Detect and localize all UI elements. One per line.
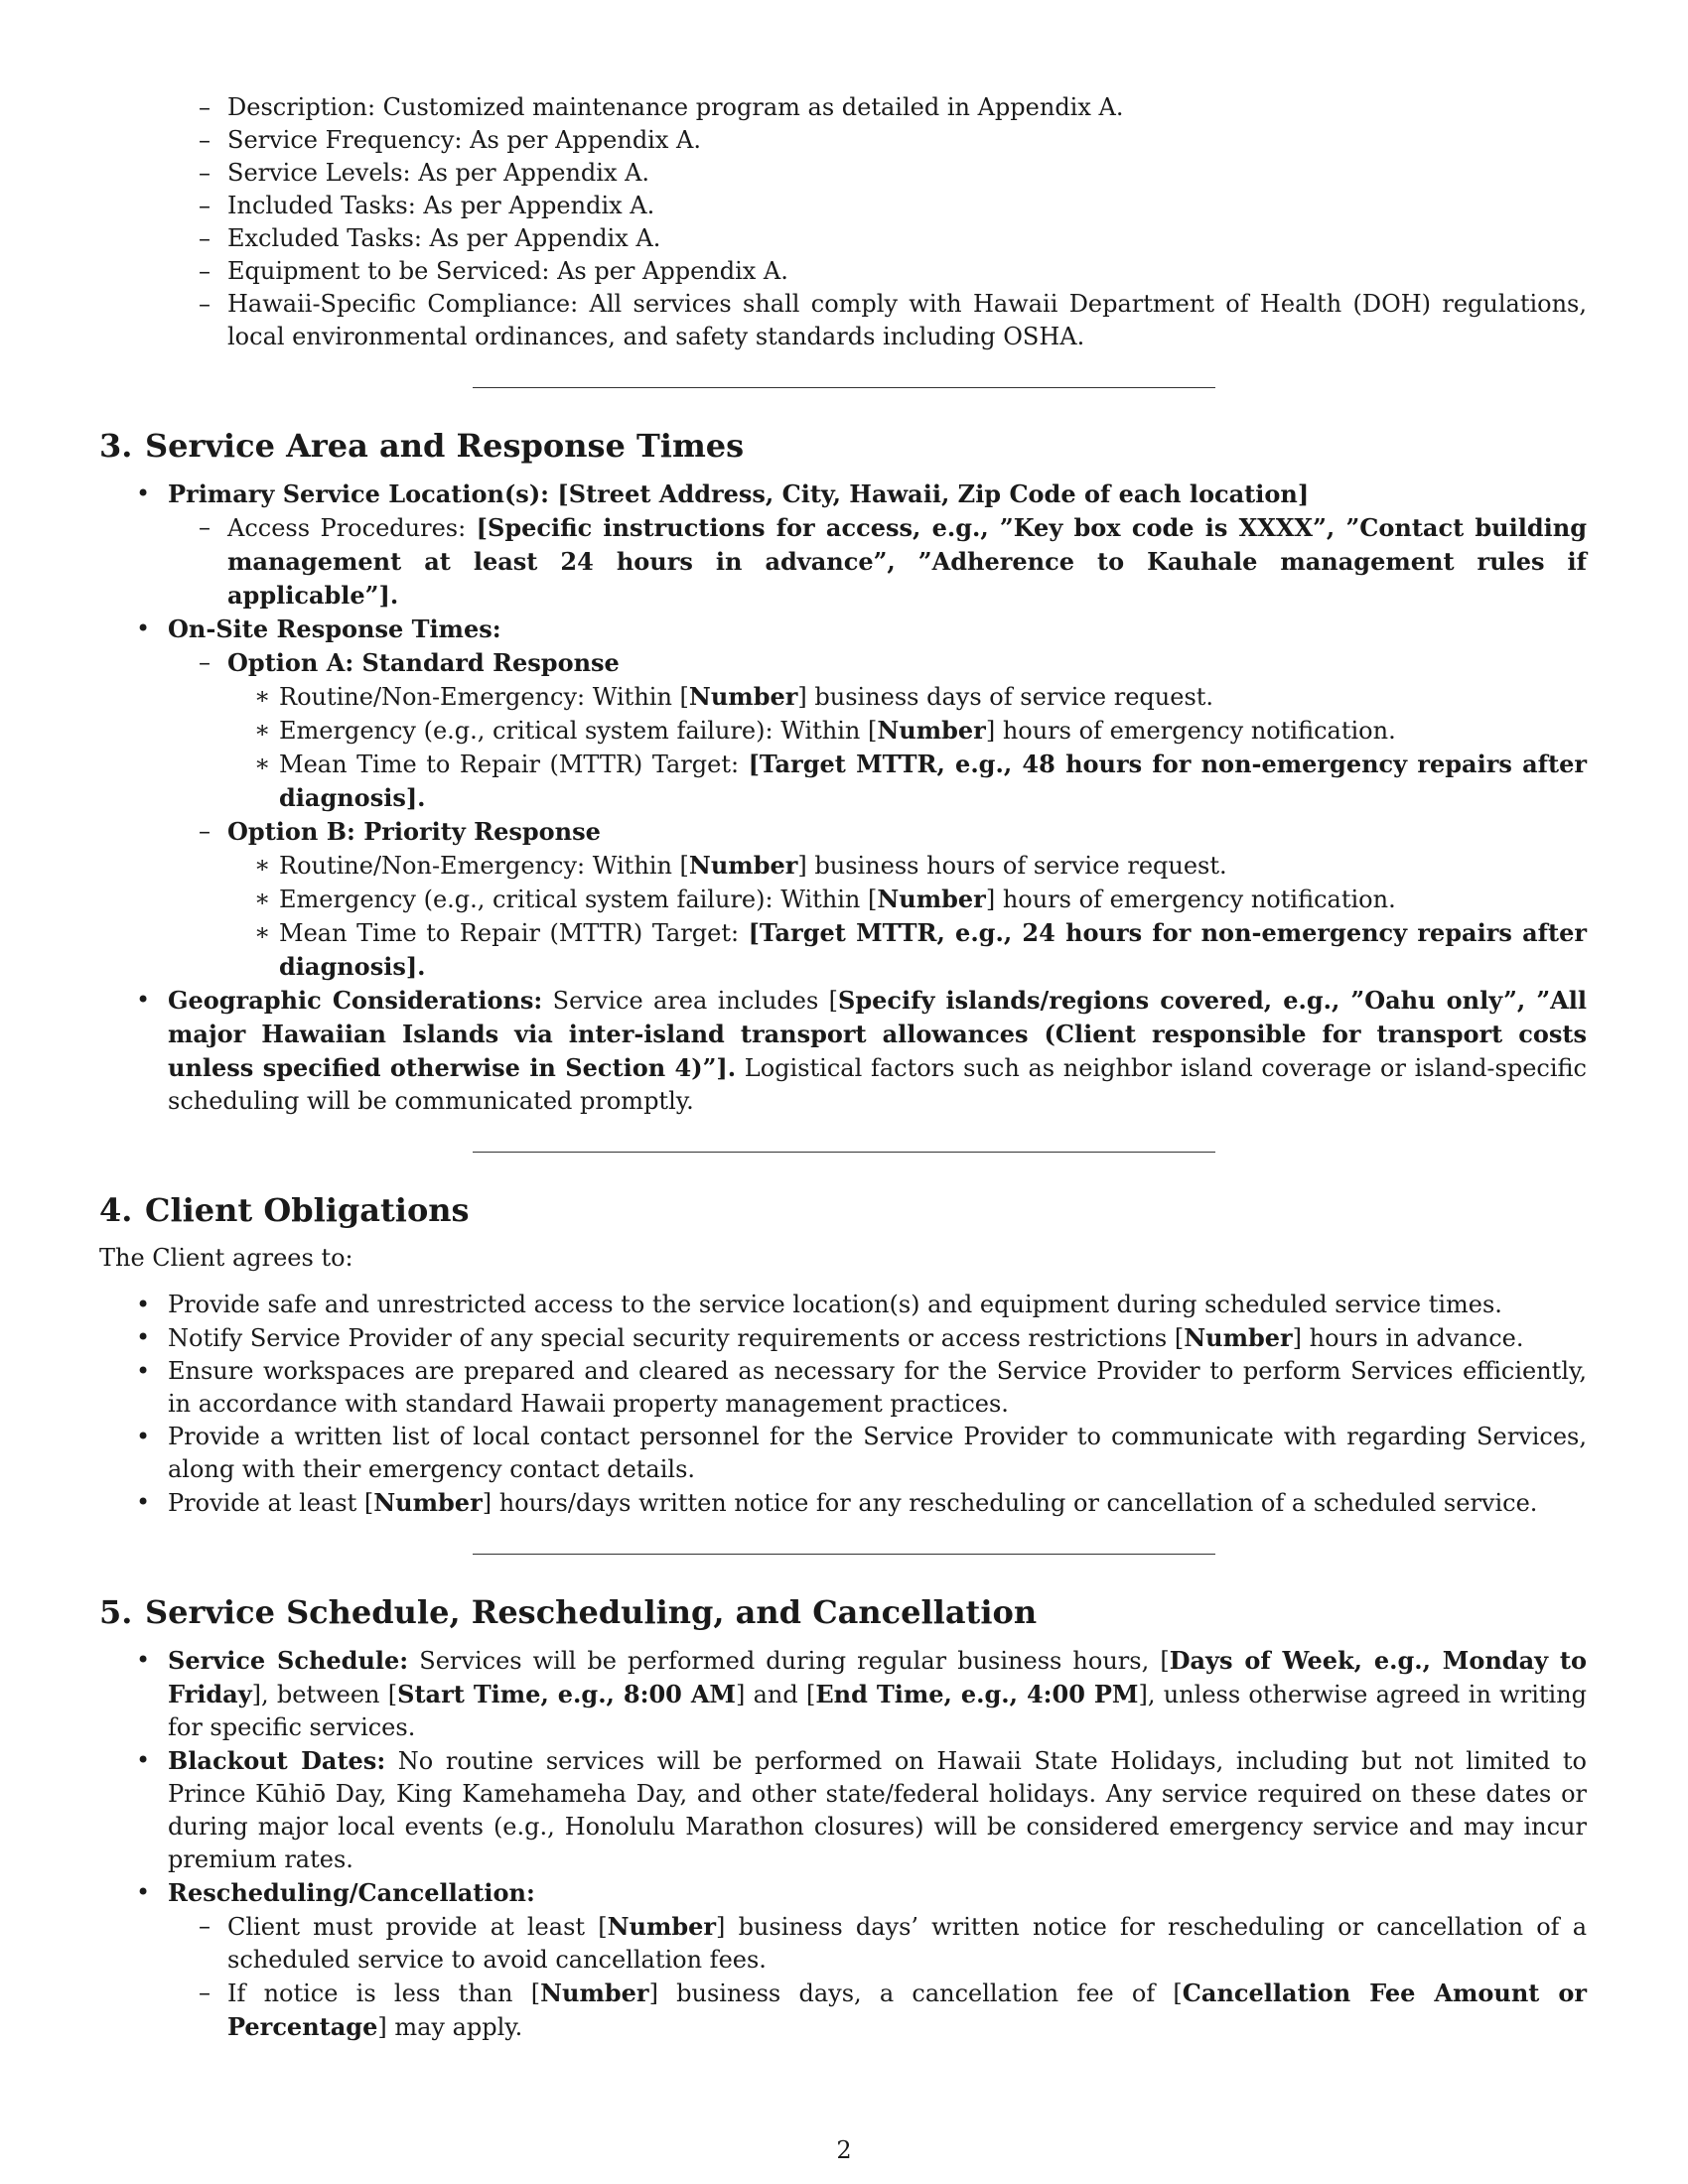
- section-4-intro: The Client agrees to:: [99, 1244, 353, 1272]
- section-5-heading: 5. Service Schedule, Rescheduling, and Cancellation: [99, 1593, 1038, 1631]
- appendix-list: [168, 91, 1587, 353]
- list-item: • Geographic Considerations: Service area includes [Specify islands/regions covered, e.g., ”Oahu only”, ”All major Hawaiian Islands via inter-island transport allowances (Client responsible for transport costs unless specified otherwise in Section 4)”]. Logistical factors such as neighbor island coverage or island-specific scheduling will be communicated promptly.: [99, 984, 1587, 1118]
- section-4-list: [99, 1289, 1587, 1520]
- list-item: – Client must provide at least [Number] business days’ written notice for rescheduling or cancellation of a scheduled service to avoid cancellation fees.: [168, 1910, 1587, 1977]
- section-4-heading: 4. Client Obligations: [99, 1191, 470, 1229]
- list-item: – Service Levels: As per Appendix A.: [168, 157, 1587, 190]
- list-item: • Rescheduling/Cancellation: – Client must provide at least [Number] business days’ written notice for rescheduling or cancellation of a scheduled service to avoid cancellation fees. – If notice is less than [Number] business days, a cancellation fee of [Cancellation Fee Amount or Percentage] may apply.: [99, 1876, 1587, 2044]
- list-item: • On-Site Response Times: – Option A: Standard Response ∗ Routine/Non-Emergency: Within [Number] business days of service request. ∗ Emergency (e.g., critical system failure): Within [Number] hours of emergency notification. ∗ Mean Time to Repair (MTTR) Target: [Target MTTR, e.g., 48 hours for non-emergency repairs after diagnosis]. – Option B: Priority Response ∗ Routine/Non-Emergency: Within [Number] business hours of service request. ∗ Emergency (e.g., critical system failure): Within [Number] hours of emergency notification. ∗ Mean Time to Repair (MTTR) Target: [Target MTTR, e.g., 24 hours for non-emergency repairs after diagnosis].: [99, 613, 1587, 984]
- section-3-heading: 3. Service Area and Response Times: [99, 427, 745, 465]
- list-item: • Provide a written list of local contact personnel for the Service Provider to communicate with regarding Services, along with their emergency contact details.: [99, 1421, 1587, 1486]
- section-5-list: [99, 1644, 1587, 2044]
- list-item: ∗ Mean Time to Repair (MTTR) Target: [Target MTTR, e.g., 48 hours for non-emergency repairs after diagnosis].: [227, 748, 1587, 815]
- list-item: • Notify Service Provider of any special security requirements or access restrictions [Number] hours in advance.: [99, 1321, 1587, 1355]
- list-item: – Hawaii-Specific Compliance: All services shall comply with Hawaii Department of Health (DOH) regulations, local environmental ordinances, and safety standards including OSHA.: [168, 288, 1587, 353]
- section-divider: [473, 387, 1215, 388]
- list-item: ∗ Emergency (e.g., critical system failure): Within [Number] hours of emergency notification.: [227, 714, 1587, 748]
- section-3-list: [99, 478, 1587, 1118]
- list-item: ∗ Emergency (e.g., critical system failure): Within [Number] hours of emergency notification.: [227, 883, 1587, 916]
- list-item: • Primary Service Location(s): [Street Address, City, Hawaii, Zip Code of each location] – Access Procedures: [Specific instructions for access, e.g., ”Key box code is XXXX”, ”Contact building management at least 24 hours in advance”, ”Adherence to Kauhale management rules if applicable”].: [99, 478, 1587, 613]
- list-item: • Ensure workspaces are prepared and cleared as necessary for the Service Provider to perform Services efficiently, in accordance with standard Hawaii property management practices.: [99, 1355, 1587, 1421]
- page-number: 2: [836, 2136, 852, 2164]
- list-item: • Service Schedule: Services will be performed during regular business hours, [Days of Week, e.g., Monday to Friday], between [Start Time, e.g., 8:00 AM] and [End Time, e.g., 4:00 PM], unless otherwise agreed in writing for specific services.: [99, 1644, 1587, 1744]
- list-item: – Equipment to be Serviced: As per Appendix A.: [168, 255, 1587, 288]
- list-item: – Excluded Tasks: As per Appendix A.: [168, 222, 1587, 255]
- list-item: ∗ Routine/Non-Emergency: Within [Number] business hours of service request.: [227, 849, 1587, 883]
- list-item: – Access Procedures: [Specific instructions for access, e.g., ”Key box code is XXXX”, ”Contact building management at least 24 hours in advance”, ”Adherence to Kauhale management rules if applicable”].: [168, 511, 1587, 613]
- list-item: • Provide at least [Number] hours/days written notice for any rescheduling or cancellation of a scheduled service.: [99, 1486, 1587, 1520]
- list-item: ∗ Routine/Non-Emergency: Within [Number] business days of service request.: [227, 680, 1587, 714]
- list-item: – Option A: Standard Response ∗ Routine/Non-Emergency: Within [Number] business days of service request. ∗ Emergency (e.g., critical system failure): Within [Number] hours of emergency notification. ∗ Mean Time to Repair (MTTR) Target: [Target MTTR, e.g., 48 hours for non-emergency repairs after diagnosis].: [168, 646, 1587, 815]
- list-item: • Provide safe and unrestricted access to the service location(s) and equipment during scheduled service times.: [99, 1289, 1587, 1321]
- list-item: ∗ Mean Time to Repair (MTTR) Target: [Target MTTR, e.g., 24 hours for non-emergency repairs after diagnosis].: [227, 916, 1587, 984]
- document-page: [99, 91, 1587, 2044]
- list-item: – If notice is less than [Number] business days, a cancellation fee of [Cancellation Fee Amount or Percentage] may apply.: [168, 1977, 1587, 2044]
- section-divider: [473, 1554, 1215, 1555]
- list-item: – Service Frequency: As per Appendix A.: [168, 124, 1587, 157]
- section-divider: [473, 1152, 1215, 1153]
- list-item: • Blackout Dates: No routine services will be performed on Hawaii State Holidays, including but not limited to Prince Kūhiō Day, King Kamehameha Day, and other state/federal holidays. Any service required on these dates or during major local events (e.g., Honolulu Marathon closures) will be considered emergency service and may incur premium rates.: [99, 1744, 1587, 1876]
- list-item: – Included Tasks: As per Appendix A.: [168, 190, 1587, 222]
- list-item: – Description: Customized maintenance program as detailed in Appendix A.: [168, 91, 1587, 124]
- list-item: – Option B: Priority Response ∗ Routine/Non-Emergency: Within [Number] business hours of service request. ∗ Emergency (e.g., critical system failure): Within [Number] hours of emergency notification. ∗ Mean Time to Repair (MTTR) Target: [Target MTTR, e.g., 24 hours for non-emergency repairs after diagnosis].: [168, 815, 1587, 984]
